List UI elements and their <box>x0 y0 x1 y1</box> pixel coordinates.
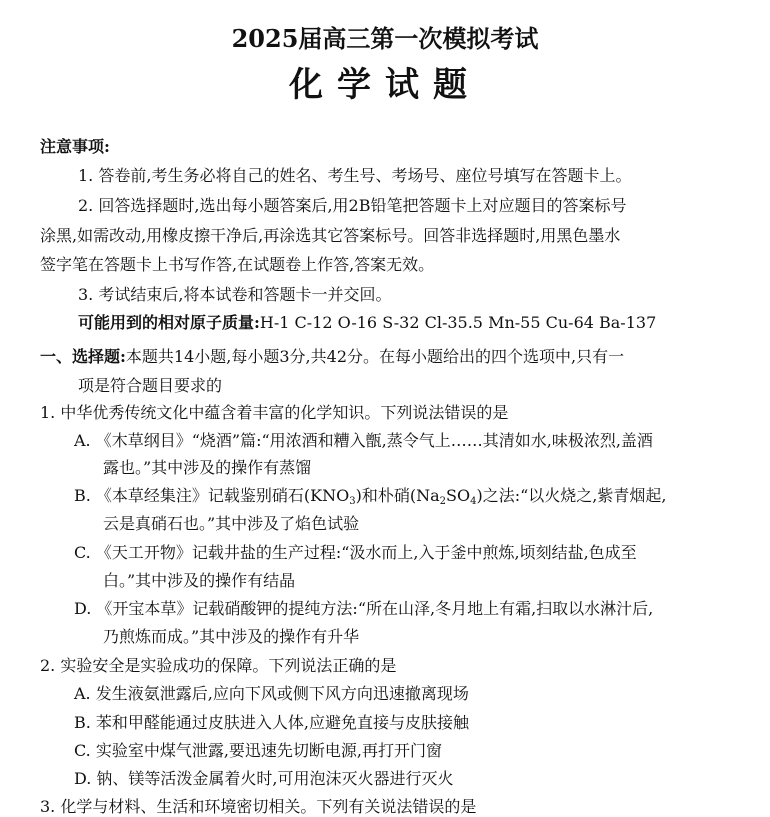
notice-item-1: 1. 答卷前,考生务必将自己的姓名、考生号、考场号、座位号填写在答题卡上。 <box>78 166 632 185</box>
q1-b-sub-2: 2 <box>439 496 447 507</box>
q1-option-d-line-2: 乃煎炼而成。”其中涉及的操作有升华 <box>103 627 360 646</box>
q1-option-c-line-2: 白。”其中涉及的操作有结晶 <box>103 571 296 590</box>
q2-option-a: A. 发生液氨泄露后,应向下风或侧下风方向迅速撤离现场 <box>74 684 469 703</box>
q1-option-c-line-1: C. 《天工开物》记载井盐的生产过程:“汲水而上,入于釜中煎炼,顷刻结盐,色成至 <box>74 543 637 562</box>
section-1-desc: 本题共14小题,每小题3分,共42分。在每小题给出的四个选项中,只有一 <box>125 347 625 366</box>
atomic-mass-values: H-1 C-12 O-16 S-32 Cl-35.5 Mn-55 Cu-64 Ba-137 <box>259 313 657 332</box>
notice-item-2-line-3: 签字笔在答题卡上书写作答,在试题卷上作答,答案无效。 <box>40 255 435 274</box>
exam-title: 2025届高三第一次模拟考试 <box>231 24 539 53</box>
notice-item-3: 3. 考试结束后,将本试卷和答题卡一并交回。 <box>78 285 392 304</box>
section-1-line-2: 项是符合题目要求的 <box>78 376 223 395</box>
q1-b-text-1: B. 《本草经集注》记载鉴别硝石(KNO <box>74 486 350 505</box>
q1-option-a-line-1: A. 《木草纲目》“烧酒”篇:“用浓酒和糟入甑,蒸令气上……其清如水,味极浓烈,盖酒 <box>74 431 653 450</box>
q1-b-sub-3: 4 <box>470 496 477 507</box>
notice-item-2-line-2: 涂黑,如需改动,用橡皮擦干净后,再涂选其它答案标号。回答非选择题时,用黑色墨水 <box>40 226 621 245</box>
q3-stem: 3. 化学与材料、生活和环境密切相关。下列有关说法错误的是 <box>40 797 477 816</box>
q1-option-a-line-2: 露也。”其中涉及的操作有蒸馏 <box>103 458 312 477</box>
q1-b-text-3: SO <box>446 486 471 505</box>
q1-b-text-4: )之法:“以火烧之,紫青烟起, <box>476 486 667 505</box>
q2-stem: 2. 实验安全是实验成功的保障。下列说法正确的是 <box>40 656 397 675</box>
section-1-line-1 <box>40 347 624 367</box>
q1-option-b-line-2: 云是真硝石也。”其中涉及了焰色试验 <box>103 514 360 533</box>
q1-b-sub-1: 3 <box>349 496 356 507</box>
q1-b-text-2: )和朴硝(Na <box>355 486 440 505</box>
atomic-mass-label: 可能用到的相对原子质量: <box>78 313 260 332</box>
q2-option-c: C. 实验室中煤气泄露,要迅速先切断电源,再打开门窗 <box>74 741 443 760</box>
q1-option-b-line-1 <box>74 486 666 506</box>
q1-stem: 1. 中华优秀传统文化中蕴含着丰富的化学知识。下列说法错误的是 <box>40 403 509 422</box>
q2-option-d: D. 钠、镁等活泼金属着火时,可用泡沫灭火器进行灭火 <box>74 769 454 788</box>
q2-option-b: B. 苯和甲醛能通过皮肤进入人体,应避免直接与皮肤接触 <box>74 713 470 732</box>
q1-option-d-line-1: D. 《开宝本草》记载硝酸钾的提纯方法:“所在山泽,冬月地上有霜,扫取以水淋汁后, <box>74 599 654 618</box>
notice-item-2-line-1: 2. 回答选择题时,选出每小题答案后,用2B铅笔把答题卡上对应题目的答案标号 <box>78 196 627 215</box>
atomic-mass-line <box>78 313 656 333</box>
section-1-label: 一、选择题: <box>40 347 126 366</box>
notice-heading: 注意事项: <box>40 137 110 156</box>
subject-title: 化学试题 <box>289 65 481 105</box>
